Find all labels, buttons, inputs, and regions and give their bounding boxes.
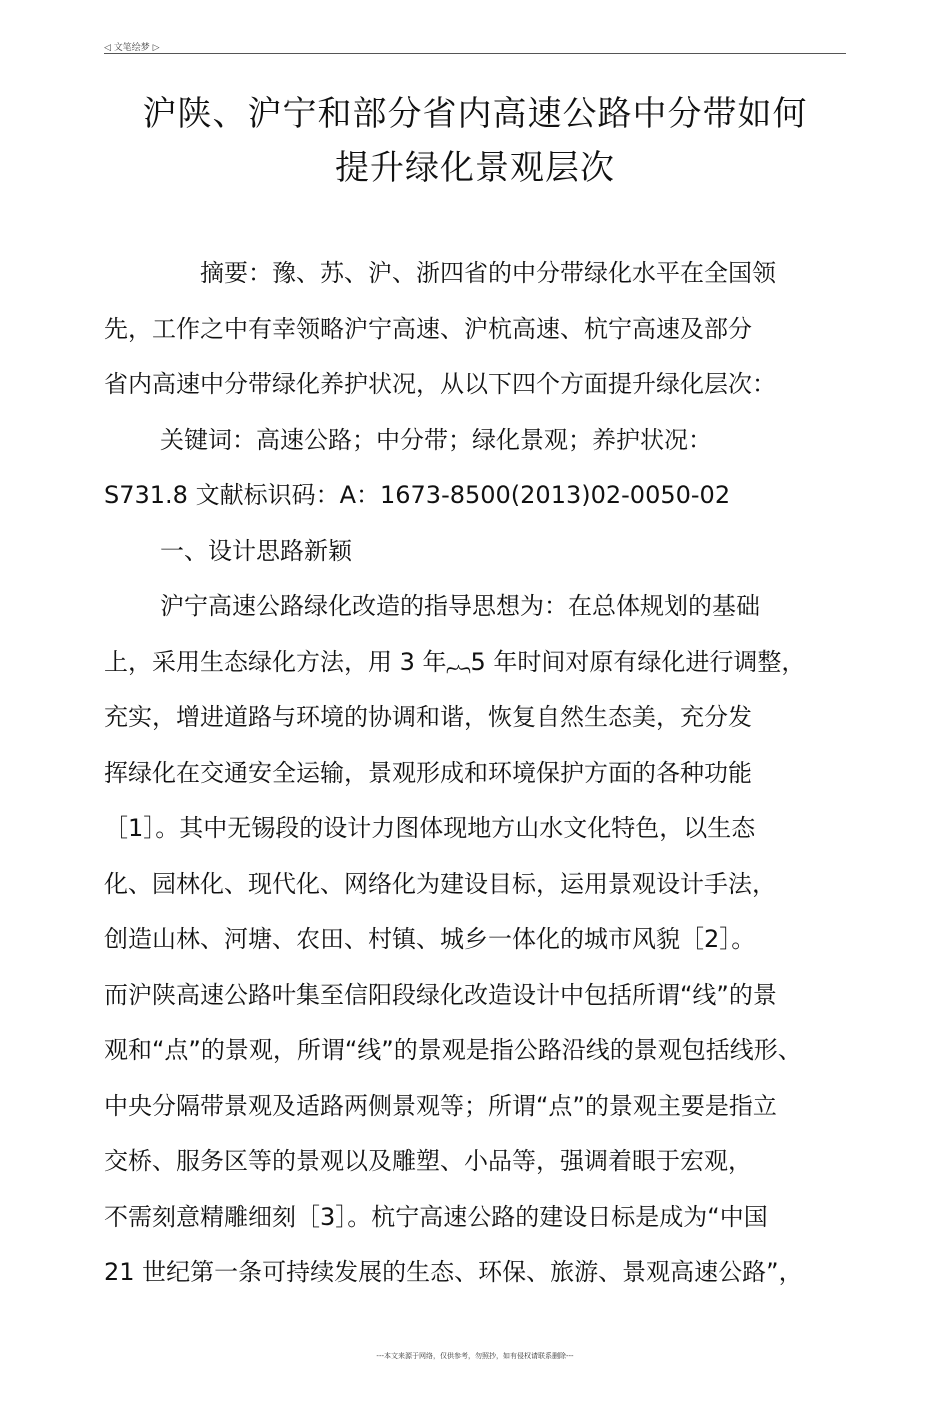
- body-line: 中央分隔带景观及适路两侧景观等；所谓“点”的景观主要是指立: [104, 1092, 777, 1120]
- body-line: 交桥、服务区等的景观以及雕塑、小品等，强调着眼于宏观，: [104, 1147, 752, 1175]
- body-line: 挥绿化在交通安全运输，景观形成和环境保护方面的各种功能: [104, 759, 752, 787]
- abstract-line: 省内高速中分带绿化养护状况，从以下四个方面提升绿化层次：: [104, 370, 776, 398]
- footer-note: ---本文来源于网络，仅供参考，勿照抄，如有侵权请联系删除---: [376, 1352, 574, 1360]
- abstract-line: 摘要：豫、苏、沪、浙四省的中分带绿化水平在全国领: [200, 259, 776, 287]
- body-line: 观和“点”的景观，所谓“线”的景观是指公路沿线的景观包括线形、: [104, 1036, 802, 1064]
- header-mark: ◁ 文笔绘梦 ▷: [104, 43, 160, 53]
- body-line: 化、园林化、现代化、网络化为建设目标，运用景观设计手法，: [104, 870, 776, 898]
- body-line: 21 世纪第一条可持续发展的生态、环保、旅游、景观高速公路”，: [104, 1258, 803, 1286]
- header-rule: [104, 53, 846, 54]
- body-line: 上，采用生态绿化方法，用 3 年︷5 年时间对原有绿化进行调整，: [104, 648, 806, 676]
- body-line: 创造山林、河塘、农田、村镇、城乡一体化的城市风貌［2］。: [104, 925, 756, 953]
- keywords-line: 关键词：高速公路；中分带；绿化景观；养护状况：: [160, 426, 712, 454]
- classification-line: S731.8 文献标识码：A：1673-8500(2013)02-0050-02: [104, 481, 731, 509]
- body-line: 而沪陕高速公路叶集至信阳段绿化改造设计中包括所谓“线”的景: [104, 981, 777, 1009]
- body-line: 不需刻意精雕细刻［3］。杭宁高速公路的建设日标是成为“中国: [104, 1203, 768, 1231]
- body-line: 充实，增进道路与环境的协调和谐，恢复自然生态美，充分发: [104, 703, 752, 731]
- section-heading: 一、设计思路新颖: [160, 537, 352, 565]
- body-line: 沪宁高速公路绿化改造的指导思想为：在总体规划的基础: [160, 592, 760, 620]
- document-title-line-1: 沪陕、沪宁和部分省内高速公路中分带如何: [142, 94, 808, 134]
- body-line: ［1］。其中无锡段的设计力图体现地方山水文化特色，以生态: [104, 814, 756, 842]
- abstract-line: 先，工作之中有幸领略沪宁高速、沪杭高速、杭宁高速及部分: [104, 315, 752, 343]
- document-title-line-2: 提升绿化景观层次: [335, 148, 615, 188]
